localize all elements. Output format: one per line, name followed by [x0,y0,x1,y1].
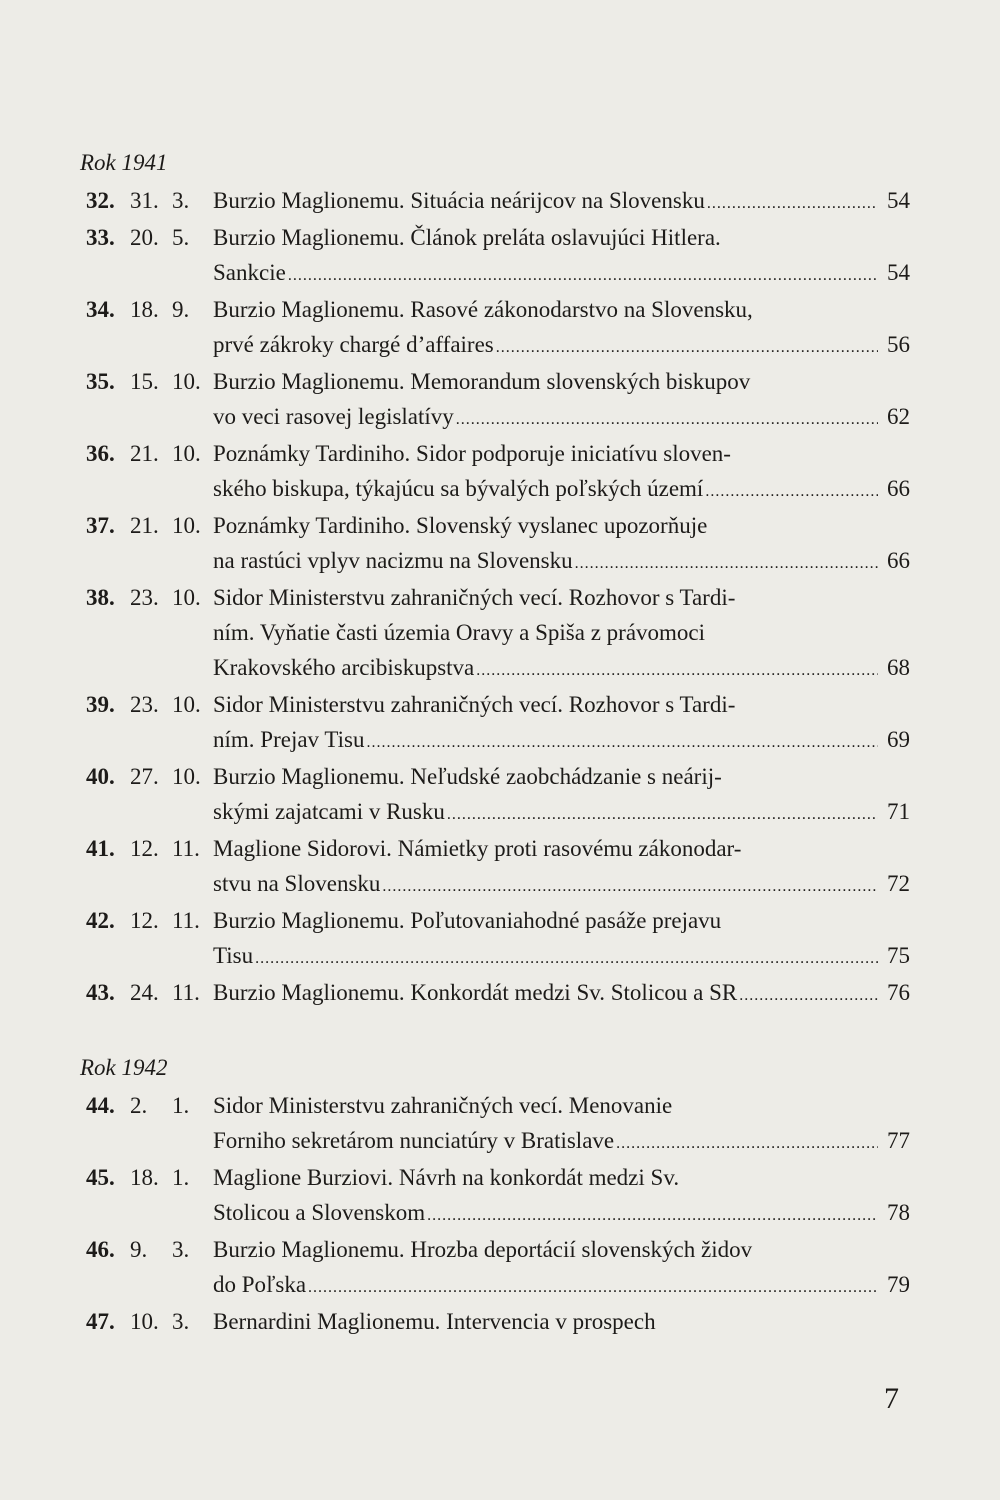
entry-title-line: Sidor Ministerstvu zahraničných vecí. Rozhovor s Tardi- [213,692,736,717]
toc-entry-line [86,1160,910,1195]
entry-number: 35. [86,369,115,394]
entry-day: 23. [130,585,159,610]
entry-last-line [213,722,910,760]
entry-last-line [213,1123,910,1161]
entry-page-number: 56 [887,332,910,357]
toc-entry-line [86,722,910,757]
entry-day: 27. [130,764,159,789]
entry-last-line [213,543,910,581]
entry-day: 2. [130,1093,148,1118]
entry-title-line: Burzio Maglionemu. Rasové zákonodarstvo na Slovensku, [213,297,753,322]
toc-entry-line [86,975,910,1010]
entry-number: 32. [86,188,115,213]
entry-number: 36. [86,441,115,466]
entry-last-line [213,975,910,1013]
entry-day: 10. [130,1309,159,1334]
entry-day: 21. [130,513,159,538]
entry-last-line [213,1267,910,1305]
entry-page-number: 75 [887,943,910,968]
entry-month: 10. [172,441,201,466]
entry-page-number: 78 [887,1200,910,1225]
toc-entry [86,580,910,685]
dot-leader [447,797,878,832]
entry-last-line [213,794,910,832]
entry-month: 10. [172,692,201,717]
dot-leader [427,1198,878,1233]
entry-number: 40. [86,764,115,789]
section-heading: Rok 1942 [80,1055,168,1080]
entry-page-number: 79 [887,1272,910,1297]
dot-leader [456,402,878,437]
entry-title-line: Forniho sekretárom nunciatúry v Bratislave [213,1128,615,1153]
toc-entry [86,831,910,901]
toc-entry [86,687,910,757]
dot-leader [382,869,878,904]
entry-title-line: stvu na Slovensku [213,871,381,896]
entry-title-line: Poznámky Tardiniho. Sidor podporuje iniciatívu sloven- [213,441,731,466]
toc-entry-line [86,327,910,362]
entry-title-line: ním. Prejav Tisu [213,727,365,752]
toc-entry-line [86,1267,910,1302]
toc-entry-line [86,759,910,794]
toc-entry [86,183,910,218]
entry-page-number: 69 [887,727,910,752]
toc-entry-line [86,364,910,399]
entry-title-line: Burzio Maglionemu. Situácia neárijcov na Slovensku [213,188,705,213]
toc-entry-line [86,866,910,901]
entry-number: 33. [86,225,115,250]
entry-page-number: 66 [887,476,910,501]
entry-month: 1. [172,1165,190,1190]
entry-month: 11. [172,908,200,933]
dot-leader [705,474,878,509]
dot-leader [255,941,878,976]
entry-day: 12. [130,908,159,933]
entry-number: 44. [86,1093,115,1118]
toc-entry [86,436,910,506]
toc-entry-line [86,255,910,290]
entry-title-line: Stolicou a Slovenskom [213,1200,426,1225]
entry-last-line [213,1195,910,1233]
entry-title-line: Krakovského arcibiskupstva [213,655,475,680]
toc-entry-line [86,687,910,722]
entry-day: 21. [130,441,159,466]
toc-entry [86,1304,910,1339]
toc-entry-line [86,508,910,543]
toc-entry [86,220,910,290]
entry-day: 18. [130,297,159,322]
entry-title-line: Maglione Sidorovi. Námietky proti rasovému zákonodar- [213,836,742,861]
entry-title-line: Bernardini Maglionemu. Intervencia v prospech [213,1309,656,1334]
toc-entry [86,292,910,362]
entry-title-line: Poznámky Tardiniho. Slovenský vyslanec upozorňuje [213,513,708,538]
entry-title-line: vo veci rasovej legislatívy [213,404,454,429]
entry-number: 42. [86,908,115,933]
entry-month: 10. [172,369,201,394]
toc-entry-line [86,580,910,615]
entry-number: 39. [86,692,115,717]
entry-day: 23. [130,692,159,717]
toc-entry-line [86,436,910,471]
dot-leader [288,258,878,293]
entry-day: 24. [130,980,159,1005]
entry-page-number: 77 [887,1128,910,1153]
entry-last-line [213,650,910,688]
entry-month: 10. [172,764,201,789]
toc-entry-line [86,183,910,218]
toc-entry [86,903,910,973]
entry-title-line: Burzio Maglionemu. Článok preláta oslavujúci Hitlera. [213,225,721,250]
toc-entry [86,1160,910,1230]
entry-last-line [213,327,910,365]
entry-month: 11. [172,836,200,861]
entry-number: 37. [86,513,115,538]
toc-entry-line [86,794,910,829]
toc-entry-line [86,1232,910,1267]
entry-title-line: Sankcie [213,260,286,285]
toc-entry-line [86,1304,910,1339]
entry-page-number: 62 [887,404,910,429]
entry-title-line: prvé zákroky chargé d’affaires [213,332,494,357]
entry-month: 5. [172,225,190,250]
entry-day: 31. [130,188,159,213]
entry-title-line: Sidor Ministerstvu zahraničných vecí. Menovanie [213,1093,673,1118]
entry-page-number: 54 [887,188,910,213]
entry-title-line: Sidor Ministerstvu zahraničných vecí. Rozhovor s Tardi- [213,585,736,610]
entry-title-line: Burzio Maglionemu. Memorandum slovenských biskupov [213,369,751,394]
entry-page-number: 54 [887,260,910,285]
toc-entry-line [86,1123,910,1158]
toc-entry-line [86,292,910,327]
toc-entry-line [86,1088,910,1123]
entry-number: 46. [86,1237,115,1262]
dot-leader [575,546,878,581]
dot-leader [707,186,878,221]
entry-title-line: Maglione Burziovi. Návrh na konkordát medzi Sv. [213,1165,680,1190]
entry-page-number: 76 [887,980,910,1005]
entry-month: 10. [172,513,201,538]
entry-day: 9. [130,1237,148,1262]
entry-title-line: ním. Vyňatie časti územia Oravy a Spiša z právomoci [213,620,706,645]
entry-month: 3. [172,1237,190,1262]
page-number: 7 [884,1382,899,1415]
entry-number: 43. [86,980,115,1005]
entry-month: 9. [172,297,190,322]
toc-entry-line [86,543,910,578]
entry-last-line [213,255,910,293]
entry-title-line: na rastúci vplyv nacizmu na Slovensku [213,548,573,573]
toc-entry-line [86,1195,910,1230]
entry-month: 11. [172,980,200,1005]
entry-title-line: ského biskupa, týkajúcu sa bývalých poľských území [213,476,704,501]
entry-last-line [213,471,910,509]
toc-entry-line [86,938,910,973]
entry-last-line [213,399,910,437]
dot-leader [366,725,878,760]
entry-day: 18. [130,1165,159,1190]
dot-leader [739,978,878,1013]
entry-number: 34. [86,297,115,322]
entry-title-line: skými zajatcami v Rusku [213,799,445,824]
entry-month: 10. [172,585,201,610]
entry-number: 41. [86,836,115,861]
entry-month: 3. [172,1309,190,1334]
toc-entry [86,975,910,1010]
entry-month: 1. [172,1093,190,1118]
toc-entry-line [86,399,910,434]
toc-entry [86,759,910,829]
entry-day: 12. [130,836,159,861]
toc-entry [86,364,910,434]
toc-entry-line [86,471,910,506]
entry-title-line: Tisu [213,943,254,968]
entry-title-line: Burzio Maglionemu. Neľudské zaobchádzanie s neárij- [213,764,722,789]
toc-entry-line [86,831,910,866]
entry-page-number: 71 [887,799,910,824]
dot-leader [476,653,878,688]
entry-page-number: 66 [887,548,910,573]
entry-last-line [213,183,910,221]
entry-number: 38. [86,585,115,610]
entry-title-line: Burzio Maglionemu. Hrozba deportácií slovenských židov [213,1237,753,1262]
entry-title-line: Burzio Maglionemu. Konkordát medzi Sv. Stolicou a SR [213,980,738,1005]
entry-last-line [213,938,910,976]
toc-entry [86,1232,910,1302]
entry-number: 47. [86,1309,115,1334]
toc-entry [86,508,910,578]
entry-number: 45. [86,1165,115,1190]
toc-entry [86,1088,910,1158]
dot-leader [308,1270,878,1305]
section-heading: Rok 1941 [80,150,168,175]
dot-leader [616,1126,878,1161]
entry-page-number: 68 [887,655,910,680]
toc-entry-line [86,615,910,650]
toc-entry-line [86,903,910,938]
entry-month: 3. [172,188,190,213]
entry-day: 15. [130,369,159,394]
dot-leader [496,330,878,365]
toc-entry-line [86,650,910,685]
entry-title-line: do Poľska [213,1272,307,1297]
entry-page-number: 72 [887,871,910,896]
entry-last-line [213,866,910,904]
entry-day: 20. [130,225,159,250]
toc-entry-line [86,220,910,255]
entry-title-line: Burzio Maglionemu. Poľutovaniahodné pasáže prejavu [213,908,722,933]
